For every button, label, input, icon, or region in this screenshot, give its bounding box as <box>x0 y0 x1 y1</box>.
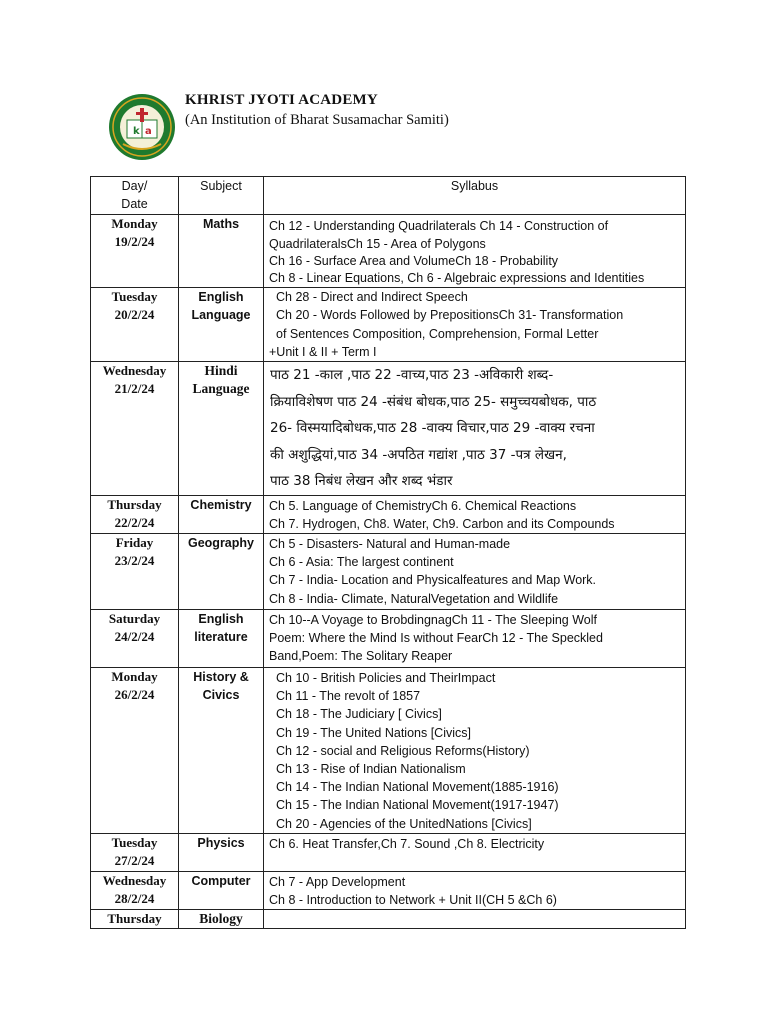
syllabus-line: पाठ 21 -काल ,पाठ 22 -वाच्य,पाठ 23 -अविकारी शब्द- <box>270 367 554 383</box>
syllabus-cell <box>264 871 686 909</box>
subject-label: Physics <box>197 835 245 850</box>
syllabus-cell <box>264 533 686 609</box>
day-label: Wednesday <box>102 872 167 888</box>
day-label: Thursday <box>107 496 162 512</box>
page-header <box>107 88 707 168</box>
svg-text:k: k <box>133 126 140 137</box>
syllabus-line: Ch 10 - British Policies and TheirImpact <box>276 670 496 685</box>
day-label: Tuesday <box>111 834 158 850</box>
header-day-line: Day/ <box>121 179 148 193</box>
subject-cell <box>179 833 264 871</box>
table-row <box>91 871 686 909</box>
date-label: 21/2/24 <box>114 381 155 396</box>
syllabus-line: Ch 7 - App Development <box>269 874 406 889</box>
school-emblem-icon <box>107 92 177 162</box>
subject-cell <box>179 362 264 496</box>
syllabus-line: +Unit I & II + Term I <box>269 345 377 359</box>
date-label: 26/2/24 <box>114 686 155 702</box>
subject-label: Language <box>191 308 251 322</box>
table-row <box>91 362 686 496</box>
table-row <box>91 215 686 288</box>
syllabus-line: Ch 8 - India- Climate, NaturalVegetation and Wildlife <box>269 591 559 606</box>
syllabus-cell <box>264 667 686 833</box>
subject-cell <box>179 871 264 909</box>
table-row <box>91 495 686 533</box>
syllabus-cell <box>264 362 686 496</box>
syllabus-line: Ch 10--A Voyage to BrobdingnagCh 11 - The Sleeping Wolf <box>269 612 597 627</box>
date-label: 20/2/24 <box>114 307 155 322</box>
subject-label: literature <box>194 629 248 644</box>
subject-label: Hindi <box>204 363 238 378</box>
subject-label: Language <box>192 381 250 396</box>
day-cell <box>91 288 179 362</box>
table-row <box>91 609 686 667</box>
day-label: Tuesday <box>111 289 158 304</box>
table-row <box>91 533 686 609</box>
subject-label: Chemistry <box>190 497 252 512</box>
day-cell <box>91 609 179 667</box>
subject-cell <box>179 533 264 609</box>
syllabus-line: Ch 12 - Understanding Quadrilaterals Ch 14 - Construction of <box>269 219 609 233</box>
day-label: Wednesday <box>102 363 167 378</box>
syllabus-line: Ch 6. Heat Transfer,Ch 7. Sound ,Ch 8. Electricity <box>269 836 545 851</box>
syllabus-line: Ch 14 - The Indian National Movement(1885-1916) <box>276 780 559 795</box>
subject-label: English <box>198 290 244 304</box>
subject-label: Geography <box>188 535 254 550</box>
syllabus-cell <box>264 495 686 533</box>
school-name: KHRIST JYOTI ACADEMY <box>185 92 378 108</box>
day-label: Saturday <box>108 610 161 626</box>
subject-cell <box>179 667 264 833</box>
syllabus-table <box>90 176 686 929</box>
syllabus-cell <box>264 910 686 929</box>
syllabus-line: 26- विस्मयादिबोधक,पाठ 28 -वाक्य विचार,पाठ 29 -वाक्य रचना <box>270 420 595 436</box>
syllabus-cell <box>264 833 686 871</box>
date-label: 28/2/24 <box>114 890 155 906</box>
syllabus-line: Ch 5 - Disasters- Natural and Human-made <box>269 536 511 551</box>
syllabus-cell <box>264 609 686 667</box>
subject-cell <box>179 910 264 929</box>
table-row <box>91 667 686 833</box>
day-label: Monday <box>111 668 158 684</box>
table-header-row <box>91 177 686 215</box>
date-label: 24/2/24 <box>114 628 155 644</box>
syllabus-line: Ch 8 - Introduction to Network + Unit II(CH 5 &Ch 6) <box>269 893 557 908</box>
subject-cell <box>179 215 264 288</box>
date-label: 19/2/24 <box>114 234 155 249</box>
date-label: 27/2/24 <box>114 852 155 868</box>
syllabus-cell <box>264 215 686 288</box>
table-row <box>91 833 686 871</box>
syllabus-line: QuadrilateralsCh 15 - Area of Polygons <box>269 237 486 251</box>
subject-label: Computer <box>191 873 251 888</box>
syllabus-line: Ch 15 - The Indian National Movement(1917-1947) <box>276 798 559 813</box>
day-cell <box>91 362 179 496</box>
syllabus-line: Ch 11 - The revolt of 1857 <box>276 689 421 704</box>
syllabus-line: Ch 5. Language of ChemistryCh 6. Chemical Reactions <box>269 498 577 513</box>
syllabus-line: की अशुद्धियां,पाठ 34 -अपठित गद्यांश ,पाठ 37 -पत्र लेखन, <box>270 446 567 463</box>
syllabus-line: Ch 20 - Words Followed by PrepositionsCh 31- Transformation <box>276 308 624 322</box>
syllabus-line: पाठ 38 निबंध लेखन और शब्द भंडार <box>270 473 453 489</box>
syllabus-line: Ch 13 - Rise of Indian Nationalism <box>276 761 466 776</box>
day-cell <box>91 215 179 288</box>
subject-label: Biology <box>199 911 243 927</box>
syllabus-line: of Sentences Composition, Comprehension, Formal Letter <box>276 327 599 341</box>
syllabus-line: Ch 7. Hydrogen, Ch8. Water, Ch9. Carbon and its Compounds <box>269 516 615 531</box>
school-logo <box>107 92 177 162</box>
syllabus-line: Ch 12 - social and Religious Reforms(History) <box>276 743 530 758</box>
subject-cell <box>179 495 264 533</box>
day-label: Friday <box>115 534 154 550</box>
subject-cell <box>179 609 264 667</box>
subject-label: Maths <box>202 217 240 231</box>
syllabus-line: Ch 8 - Linear Equations, Ch 6 - Algebraic expressions and Identities <box>269 271 645 285</box>
day-cell <box>91 495 179 533</box>
syllabus-line: Ch 16 - Surface Area and VolumeCh 18 - Probability <box>269 254 559 268</box>
syllabus-line: Ch 28 - Direct and Indirect Speech <box>276 290 468 304</box>
school-subtitle: (An Institution of Bharat Susamachar Samiti) <box>185 112 449 128</box>
subject-label: Civics <box>202 687 240 702</box>
subject-label: English <box>198 611 244 626</box>
syllabus-cell <box>264 288 686 362</box>
day-cell <box>91 833 179 871</box>
syllabus-line: Ch 20 - Agencies of the UnitedNations [Civics] <box>276 816 532 831</box>
syllabus-line: Ch 18 - The Judiciary [ Civics] <box>276 707 442 722</box>
day-cell <box>91 667 179 833</box>
syllabus-line: Ch 7 - India- Location and Physicalfeatures and Map Work. <box>269 573 597 588</box>
syllabus-line: Ch 6 - Asia: The largest continent <box>269 555 454 570</box>
syllabus-line: Poem: Where the Mind Is without FearCh 12 - The Speckled <box>269 631 603 646</box>
day-label: Monday <box>111 216 158 231</box>
date-label: 22/2/24 <box>114 514 155 530</box>
syllabus-line: Ch 19 - The United Nations [Civics] <box>276 725 471 740</box>
day-label: Thursday <box>107 911 162 927</box>
day-cell <box>91 533 179 609</box>
date-label: 23/2/24 <box>114 552 155 568</box>
day-cell <box>91 871 179 909</box>
header-day-date <box>91 177 179 215</box>
syllabus-line: क्रियाविशेषण पाठ 24 -संबंध बोधक,पाठ 25- समुच्चयबोधक, पाठ <box>270 393 597 410</box>
subject-cell <box>179 288 264 362</box>
header-subject: Subject <box>179 177 264 215</box>
header-date-line: Date <box>121 197 148 211</box>
svg-text:a: a <box>145 126 152 137</box>
table-row <box>91 910 686 929</box>
syllabus-line: Band,Poem: The Solitary Reaper <box>269 649 453 664</box>
table-row <box>91 288 686 362</box>
day-cell <box>91 910 179 929</box>
header-syllabus: Syllabus <box>264 177 686 215</box>
subject-label: History & <box>193 669 249 684</box>
